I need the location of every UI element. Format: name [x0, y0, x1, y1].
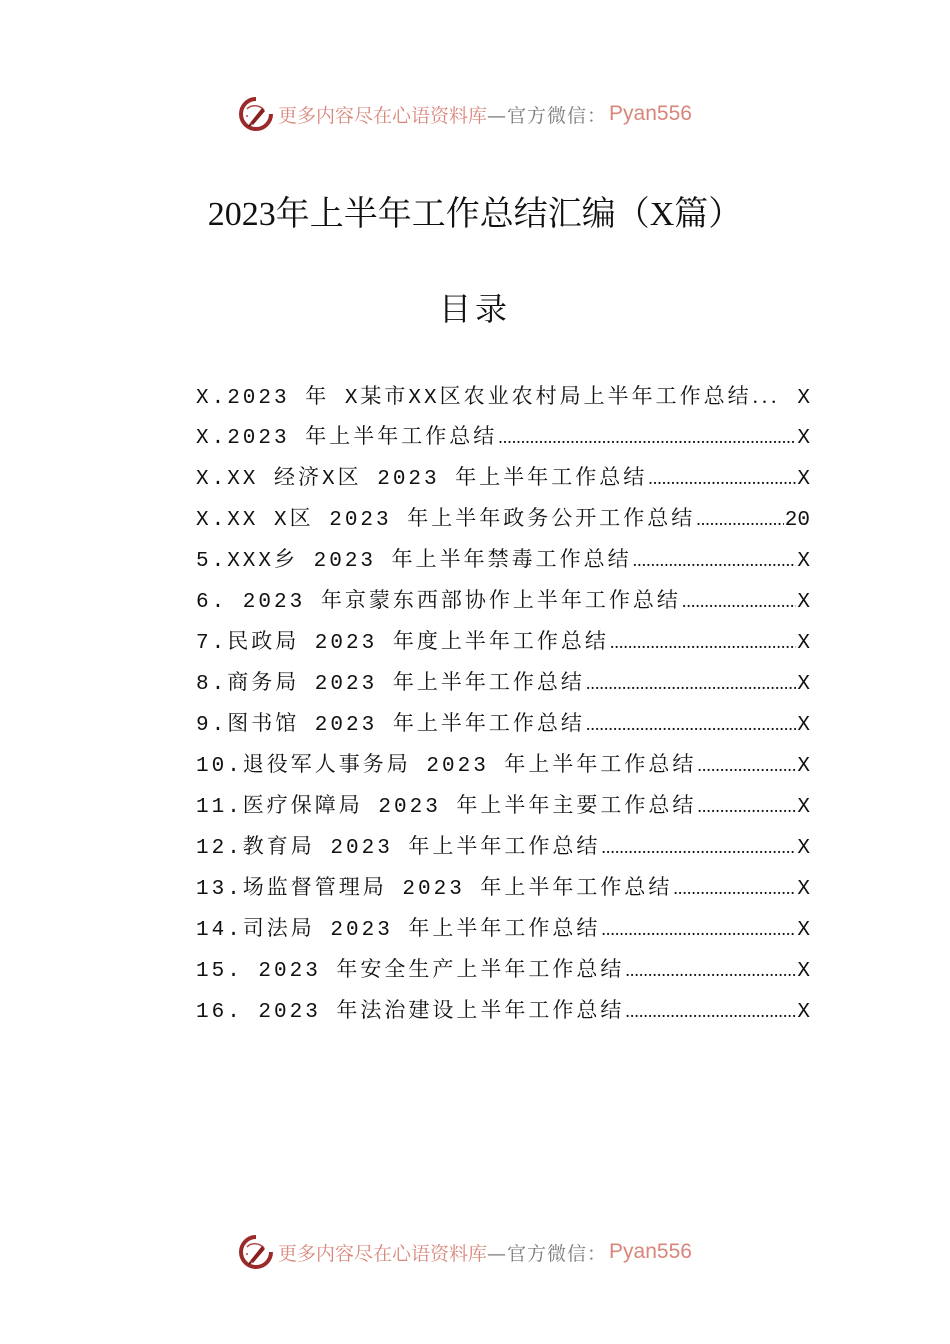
toc-entry-label: X.2023 年 X某市XX区农业农村局上半年工作总结 [196, 387, 752, 410]
watermark-wechat-id: Pyan556 [609, 1240, 692, 1263]
toc-entry-label: 6. 2023 年京蒙东西部协作上半年工作总结 [196, 591, 681, 614]
document-title: 2023年上半年工作总结汇编（X篇） [207, 196, 743, 233]
watermark-text-secondary: —官方微信： [487, 1242, 608, 1265]
toc-leader-dots [696, 499, 784, 540]
toc-leader-dots [648, 458, 796, 499]
toc-entry-page: X [797, 796, 810, 819]
toc-entry[interactable] [196, 458, 810, 499]
toc-entry-label: 9.图书馆 2023 年上半年工作总结 [196, 714, 585, 737]
toc-entry-label: 16. 2023 年法治建设上半年工作总结 [196, 1001, 625, 1024]
toc-entry-page: X [797, 387, 810, 410]
footer-watermark [238, 1232, 692, 1272]
header-watermark [238, 94, 692, 134]
toc-entry-page: X [797, 550, 810, 573]
toc-leader-dots [625, 950, 796, 991]
toc-entry-label: 11.医疗保障局 2023 年上半年主要工作总结 [196, 796, 697, 819]
toc-entry[interactable] [196, 704, 810, 745]
toc-leader-dots [610, 622, 797, 663]
toc-entry[interactable] [196, 827, 810, 868]
toc-leader-dots [753, 376, 797, 418]
toc-entry[interactable] [196, 786, 810, 827]
toc-entry[interactable] [196, 950, 810, 991]
toc-entry[interactable] [196, 417, 810, 458]
toc-entry-label: 12.教育局 2023 年上半年工作总结 [196, 837, 601, 860]
toc-entry-label: 5.XXX乡 2023 年上半年禁毒工作总结 [196, 550, 632, 573]
toc-leader-dots [586, 663, 797, 704]
toc-entry[interactable] [196, 991, 810, 1032]
toc-entry[interactable] [196, 909, 810, 950]
toc-entry-page: X [797, 468, 810, 491]
toc-entry[interactable] [196, 540, 810, 581]
quill-pen-logo-icon [238, 1234, 274, 1270]
toc-leader-dots [697, 786, 796, 827]
toc-leader-dots [633, 540, 797, 581]
toc-entry[interactable] [196, 663, 810, 704]
watermark-text-secondary: —官方微信： [487, 104, 608, 127]
toc-leader-dots [498, 417, 796, 458]
toc-entry[interactable] [196, 745, 810, 786]
toc-entry[interactable] [196, 622, 810, 663]
toc-entry-label: 7.民政局 2023 年度上半年工作总结 [196, 632, 609, 655]
toc-entry-label: X.XX 经济X区 2023 年上半年工作总结 [196, 468, 648, 491]
toc-entry-label: 15. 2023 年安全生产上半年工作总结 [196, 960, 625, 983]
toc-entry[interactable] [196, 581, 810, 622]
quill-pen-logo-icon [238, 96, 274, 132]
toc-entry-page: X [797, 714, 810, 737]
table-of-contents [196, 376, 810, 1032]
watermark-wechat-id: Pyan556 [609, 102, 692, 125]
watermark-text-primary: 更多内容尽在心语资料库 [278, 1242, 488, 1265]
toc-entry-page: X [797, 878, 810, 901]
toc-leader-dots [601, 909, 796, 950]
toc-entry[interactable] [196, 868, 810, 909]
toc-entry-label: 8.商务局 2023 年上半年工作总结 [196, 673, 585, 696]
toc-entry-page: 20 [784, 509, 810, 532]
toc-entry-label: 13.场监督管理局 2023 年上半年工作总结 [196, 878, 673, 901]
toc-entry-page: X [797, 960, 810, 983]
toc-heading: 目录 [438, 290, 511, 328]
toc-leader-dots [697, 745, 796, 786]
toc-entry-page: X [797, 632, 810, 655]
toc-leader-dots [625, 991, 796, 1032]
toc-entry-page: X [797, 919, 810, 942]
toc-entry-label: X.XX X区 2023 年上半年政务公开工作总结 [196, 509, 696, 532]
toc-entry-label: X.2023 年上半年工作总结 [196, 427, 498, 450]
toc-leader-dots [586, 704, 797, 745]
toc-entry[interactable] [196, 499, 810, 540]
toc-entry-label: 10.退役军人事务局 2023 年上半年工作总结 [196, 755, 697, 778]
toc-entry-label: 14.司法局 2023 年上半年工作总结 [196, 919, 601, 942]
toc-entry-page: X [797, 755, 810, 778]
toc-entry-page: X [797, 591, 810, 614]
toc-leader-dots [601, 827, 796, 868]
toc-leader-dots [673, 868, 796, 909]
toc-entry-page: X [797, 427, 810, 450]
toc-entry[interactable] [196, 376, 810, 417]
toc-entry-page: X [797, 837, 810, 860]
watermark-text-primary: 更多内容尽在心语资料库 [278, 104, 488, 127]
toc-entry-page: X [797, 673, 810, 696]
toc-leader-dots [682, 581, 797, 622]
toc-entry-page: X [797, 1001, 810, 1024]
